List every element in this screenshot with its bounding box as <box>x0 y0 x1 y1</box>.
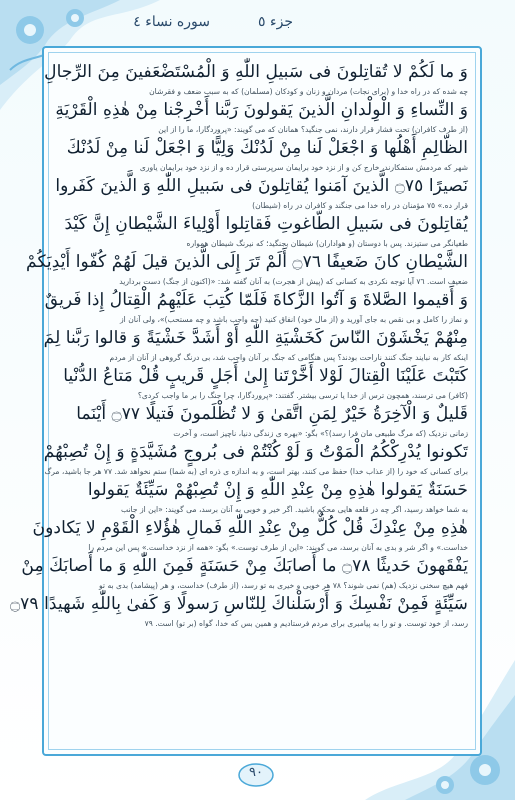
translation-line-8: اینکه کار به نبایند جنگ کنند ناراحت بودند؟ پس هنگامی که جنگ بر آنان واجب شد، بی درنگ گروهی از آنان از مردم <box>109 353 468 362</box>
translation-line-6: ضعیف است. ٧٦ آیا توجه نکردی به کسانی که (پیش از هجرت) به آنان گفته شد: «(اکنون از جنگ) دست بردارید <box>119 277 468 286</box>
verse-line-12: حَسَنَةٌ يَقولوا هٰذِهِ مِنْ عِنْدِ اللّٰهِ وَ إِنْ تُصِبْهُمْ سَيِّئَةٌ يَقولوا <box>87 480 468 500</box>
translation-line-13: خداست.» و اگر شر و بدی به آنان برسد، می گویند: «این از طرف توست.» بگو: «همه از نزد خداست.» پس این مردم را <box>88 543 468 552</box>
verse-line-11: تَكونوا يُدْرِكْكُمُ الْمَوْتُ وَ لَوْ كُنْتُمْ فى بُروجٍ مُشَيَّدَةٍ وَ إِنْ تُصِبْهُمْ <box>43 442 468 462</box>
verse-line-5: يُقاتِلونَ فى سَبيلِ الطّاغوتِ فَقاتِلوا أَوْلِياءَ الشَّيْطانِ إِنَّ كَيْدَ <box>64 214 468 234</box>
translation-line-12: به شما خواهد رسید، اگر چه در قلعه هایی محکم باشید. اگر خیر و خوبی به آنان برسد، می گویند: «این از جانب <box>120 505 468 514</box>
verse-line-4: نَصيرًا ۝٧٥ الَّذينَ آمَنوا يُقاتِلونَ فى سَبيلِ اللّٰهِ وَ الَّذينَ كَفَروا <box>55 176 468 196</box>
text-frame <box>10 46 482 756</box>
translation-line-10: زمانی نزدیک (که مرگ طبیعی مان فرا رسد)؟» بگو: «بهره ی زندگی دنیا، ناچیز است، و آخرت <box>173 429 468 438</box>
page-number: ٩٠ <box>249 765 263 780</box>
translation-line-15: رسد، از خود توست. و تو را به پیامبری برای مردم فرستادیم و همین بس که خدا، گواه (بر تو) است. ٧٩ <box>144 619 468 628</box>
verse-line-6: الشَّيْطانِ كانَ ضَعيفًا ۝٧٦ أَلَمْ تَرَ إِلَى الَّذينَ قيلَ لَهُمْ كُفّوا أَيْدِيَكُمْ <box>26 252 468 272</box>
juz-label: جزء ٥ <box>258 14 293 30</box>
page-header <box>0 14 515 40</box>
translation-line-5: طغیانگر می ستیزند. پس با دوستان (و هواداران) شیطان بجنگید؛ که نیرنگ شیطان همواره <box>186 239 468 248</box>
verse-line-15: سَيِّئَةٍ فَمِنْ نَفْسِكَ وَ أَرْسَلْناكَ لِلنّاسِ رَسولًا وَ كَفىٰ بِاللّٰهِ شَهيدًا ۝٧٩ <box>10 594 468 614</box>
translation-line-14: فهم هیچ سخنی نزدیک (هم) نمی شوند؟ ٧٨ هر خوبی و خیری به تو رسد، (از طرف) خداست، و هر (پیشامد) بدی به تو <box>99 581 468 590</box>
verse-line-7: وَ أَقيموا الصَّلاةَ وَ آتُوا الزَّكاةَ فَلَمّا كُتِبَ عَلَيْهِمُ الْقِتالُ إِذا فَريقٌ <box>44 290 468 310</box>
verse-line-3: الظّالِمِ أَهْلُها وَ اجْعَلْ لَنا مِنْ لَدُنْكَ وَلِيًّا وَ اجْعَلْ لَنا مِنْ لَدُنْكَ <box>66 138 468 158</box>
verse-line-10: قَليلٌ وَ الْآخِرَةُ خَيْرٌ لِمَنِ اتَّقىٰ وَ لا تُظْلَمونَ فَتيلًا ۝٧٧ أَيْنَما <box>76 404 468 424</box>
verse-line-9: كَتَبْتَ عَلَيْنَا الْقِتالَ لَوْلا أَخَّرْتَنا إِلىٰ أَجَلٍ قَريبٍ قُلْ مَتاعُ الدُّنْيا <box>63 366 468 386</box>
verses-content <box>10 60 468 746</box>
verse-line-1: وَ ما لَكُمْ لا تُقاتِلونَ فى سَبيلِ اللّٰهِ وَ الْمُسْتَضْعَفينَ مِنَ الرِّجالِ <box>44 62 468 82</box>
translation-line-3: شهر که مردمش ستمکارند، خارج کن و از نزد خود برایمان سرپرستی قرار ده و از نزد خود برایمان یاوری <box>139 163 468 172</box>
page-number-badge <box>238 762 274 788</box>
translation-line-7: و نماز را کامل و بی نقص به جای آورید و (از مال خود) انفاق کنید (چه واجب باشد و چه مستحب)»، ولی آنان از <box>120 315 468 324</box>
translation-line-2: (از طرف کافران) تحت فشار قرار دارند، نمی جنگید؟ همانان که می گویند: «پروردگارا، ما را از این <box>158 125 468 134</box>
translation-line-1: چه شده که در راه خدا و (برای نجات) مردان و زنان و کودکان (مسلمان) که به سبب ضعف و فقرشان <box>149 87 468 96</box>
verse-line-8: مِنْهُمْ يَخْشَوْنَ النّاسَ كَخَشْيَةِ اللّٰهِ أَوْ أَشَدَّ خَشْيَةً وَ قالوا رَبَّنا لِمَ <box>43 328 468 348</box>
surah-label: سوره نساء ٤ <box>133 14 210 30</box>
verse-line-2: وَ النِّساءِ وَ الْوِلْدانِ الَّذينَ يَقولونَ رَبَّنا أَخْرِجْنا مِنْ هٰذِهِ الْقَرْيَةِ <box>55 100 468 120</box>
translation-line-9: (کافر) می ترسند، همچون ترس از خدا یا ترسی بیشتر. گفتند: «پروردگارا، چرا جنگ را بر ما واجب کردی؟ <box>137 391 468 400</box>
translation-line-4: قرار ده.» ٧٥ مؤمنان در راه خدا می جنگند و کافران در راه (شیطان) <box>252 201 468 210</box>
translation-line-11: برای کسانی که خود را (از عذاب خدا) حفظ می کنند، بهتر است، و به اندازه ی ذره ای (به شما) ستم نخواهد شد. ٧٧ هر جا باشید، مرگ <box>44 467 468 476</box>
verse-line-13: هٰذِهِ مِنْ عِنْدِكَ قُلْ كُلٌّ مِنْ عِنْدِ اللّٰهِ فَمالِ هٰؤُلاءِ الْقَوْمِ لا يَكادونَ <box>32 518 468 538</box>
verse-line-14: يَفْقَهونَ حَديثًا ۝٧٨ ما أَصابَكَ مِنْ حَسَنَةٍ فَمِنَ اللّٰهِ وَ ما أَصابَكَ مِنْ <box>21 556 468 576</box>
